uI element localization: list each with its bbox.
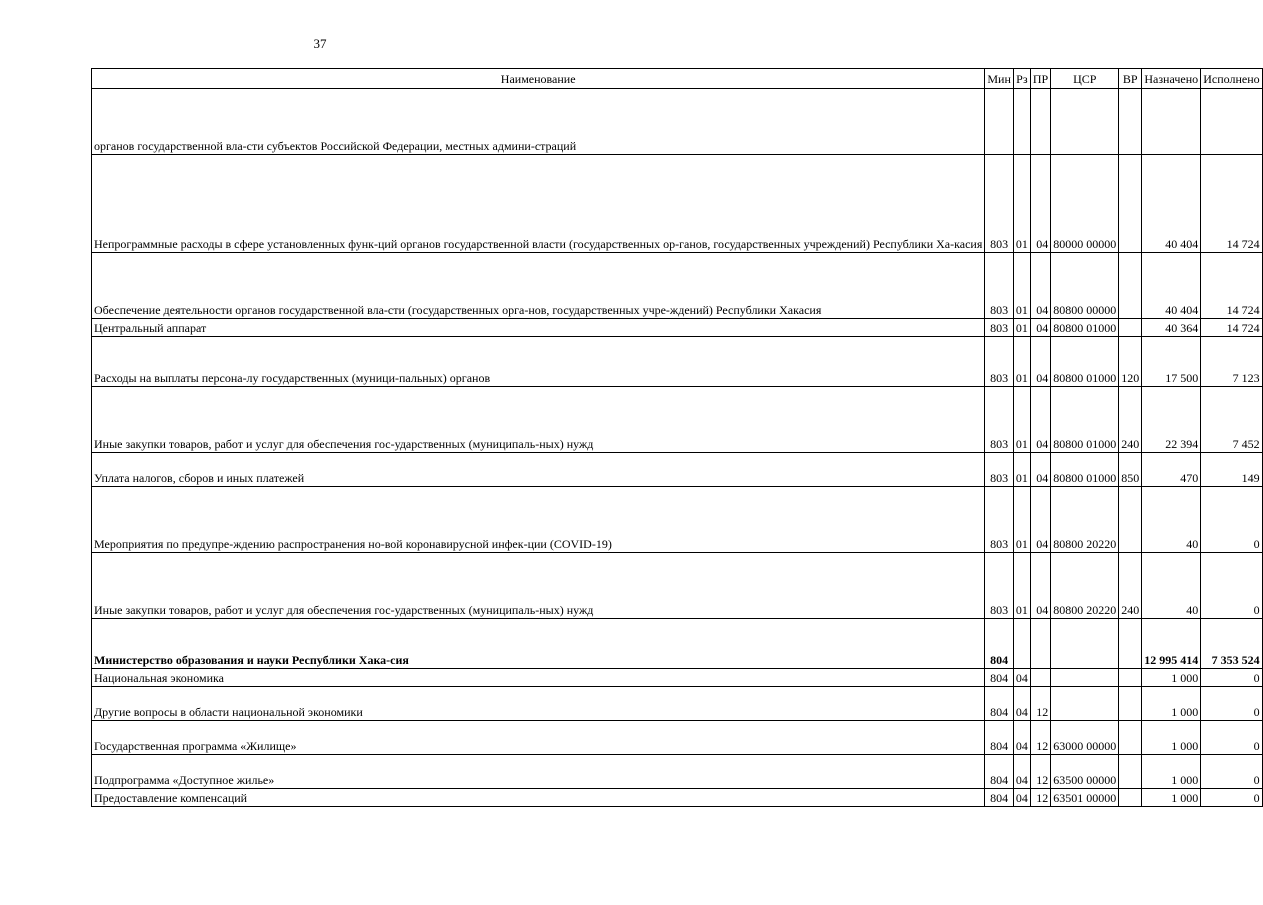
row-min: 803 [985,319,1014,337]
table-row [92,669,1263,687]
row-pr: 04 [1030,337,1050,387]
row-assigned: 40 [1142,553,1201,619]
row-assigned: 470 [1142,453,1201,487]
budget-table [91,68,1263,807]
row-vr [1119,253,1142,319]
row-name: Иные закупки товаров, работ и услуг для обеспечения гос-ударственных (муниципаль-ных) нужд [92,387,985,453]
row-executed: 7 123 [1201,337,1262,387]
row-name: Предоставление компенсаций [92,789,985,807]
table-row [92,553,1263,619]
row-vr [1119,319,1142,337]
row-csr: 80800 20220 [1051,553,1119,619]
row-vr [1119,155,1142,253]
row-min: 804 [985,669,1014,687]
row-vr: 240 [1119,387,1142,453]
table-row [92,687,1263,721]
header-executed: Исполнено [1201,69,1262,89]
row-vr [1119,687,1142,721]
table-row [92,337,1263,387]
row-vr: 120 [1119,337,1142,387]
table-row [92,755,1263,789]
header-pr: ПР [1030,69,1050,89]
row-vr [1119,669,1142,687]
row-csr [1051,89,1119,155]
row-min: 804 [985,619,1014,669]
table-row [92,387,1263,453]
row-rz: 01 [1013,553,1030,619]
row-assigned: 17 500 [1142,337,1201,387]
row-assigned: 1 000 [1142,669,1201,687]
row-executed: 14 724 [1201,253,1262,319]
row-name: Мероприятия по предупре-ждению распространения но-вой коронавирусной инфек-ции (COVID-19) [92,487,985,553]
row-pr: 12 [1030,755,1050,789]
row-pr: 04 [1030,453,1050,487]
table-row [92,721,1263,755]
row-pr: 04 [1030,387,1050,453]
row-name: Центральный аппарат [92,319,985,337]
row-pr: 12 [1030,789,1050,807]
row-name: органов государственной вла-сти субъектов Российской Федерации, местных админи-страций [92,89,985,155]
row-csr: 80800 20220 [1051,487,1119,553]
row-assigned: 40 [1142,487,1201,553]
row-name: Непрограммные расходы в сфере установленных функ-ций органов государственной власти (государственных ор-ганов, государственных учреждений) Республики Ха-касия [92,155,985,253]
row-pr [1030,89,1050,155]
row-rz: 01 [1013,453,1030,487]
row-executed: 0 [1201,487,1262,553]
row-rz: 01 [1013,155,1030,253]
row-csr [1051,669,1119,687]
row-min: 804 [985,755,1014,789]
row-assigned [1142,89,1201,155]
row-assigned: 1 000 [1142,755,1201,789]
row-name: Уплата налогов, сборов и иных платежей [92,453,985,487]
row-min: 803 [985,453,1014,487]
page-number: 37 [313,36,327,51]
table-row [92,487,1263,553]
row-rz: 04 [1013,687,1030,721]
row-executed: 7 353 524 [1201,619,1262,669]
row-name: Национальная экономика [92,669,985,687]
row-pr [1030,669,1050,687]
row-min: 803 [985,155,1014,253]
table-row [92,155,1263,253]
row-rz: 04 [1013,755,1030,789]
row-pr: 12 [1030,721,1050,755]
row-csr: 80800 01000 [1051,319,1119,337]
row-name: Обеспечение деятельности органов государственной вла-сти (государственных орга-нов, государственных учре-ждений) Республики Хакасия [92,253,985,319]
row-assigned: 12 995 414 [1142,619,1201,669]
row-executed [1201,89,1262,155]
row-assigned: 40 404 [1142,253,1201,319]
row-executed: 0 [1201,553,1262,619]
row-pr: 04 [1030,253,1050,319]
row-rz: 04 [1013,721,1030,755]
row-rz: 01 [1013,319,1030,337]
row-pr: 12 [1030,687,1050,721]
row-csr: 63500 00000 [1051,755,1119,789]
row-csr: 80800 01000 [1051,453,1119,487]
row-pr: 04 [1030,487,1050,553]
row-rz: 01 [1013,487,1030,553]
row-name: Министерство образования и науки Республики Хака-сия [92,619,985,669]
row-name: Расходы на выплаты персона-лу государственных (муници-пальных) органов [92,337,985,387]
row-executed: 149 [1201,453,1262,487]
row-assigned: 1 000 [1142,789,1201,807]
row-vr [1119,721,1142,755]
table-row [92,453,1263,487]
row-vr [1119,89,1142,155]
row-vr [1119,619,1142,669]
table-row [92,789,1263,807]
row-min: 804 [985,789,1014,807]
row-executed: 0 [1201,789,1262,807]
header-assigned: Назначено [1142,69,1201,89]
row-assigned: 40 364 [1142,319,1201,337]
header-name: Наименование [92,69,985,89]
row-assigned: 22 394 [1142,387,1201,453]
row-csr [1051,687,1119,721]
row-executed: 0 [1201,721,1262,755]
header-rz: Рз [1013,69,1030,89]
row-rz: 01 [1013,387,1030,453]
row-executed: 0 [1201,755,1262,789]
row-vr [1119,755,1142,789]
row-name: Другие вопросы в области национальной экономики [92,687,985,721]
row-csr: 80800 01000 [1051,387,1119,453]
row-name: Государственная программа «Жилище» [92,721,985,755]
row-pr [1030,619,1050,669]
row-assigned: 1 000 [1142,721,1201,755]
row-pr: 04 [1030,319,1050,337]
table-row [92,253,1263,319]
row-csr: 80000 00000 [1051,155,1119,253]
table-row [92,89,1263,155]
row-rz [1013,619,1030,669]
row-rz: 04 [1013,669,1030,687]
row-csr: 80800 00000 [1051,253,1119,319]
row-executed: 7 452 [1201,387,1262,453]
row-name: Иные закупки товаров, работ и услуг для обеспечения гос-ударственных (муниципаль-ных) нужд [92,553,985,619]
row-vr: 850 [1119,453,1142,487]
row-min: 803 [985,487,1014,553]
row-pr: 04 [1030,553,1050,619]
row-rz: 01 [1013,253,1030,319]
row-rz: 04 [1013,789,1030,807]
row-min: 803 [985,337,1014,387]
row-assigned: 1 000 [1142,687,1201,721]
table-header-row [92,69,1263,89]
row-csr: 63501 00000 [1051,789,1119,807]
row-name: Подпрограмма «Доступное жилье» [92,755,985,789]
table-row [92,319,1263,337]
row-pr: 04 [1030,155,1050,253]
header-csr: ЦСР [1051,69,1119,89]
table-row [92,619,1263,669]
row-min: 803 [985,553,1014,619]
row-vr [1119,789,1142,807]
row-csr [1051,619,1119,669]
row-executed: 14 724 [1201,319,1262,337]
row-min: 804 [985,687,1014,721]
header-min: Мин [985,69,1014,89]
row-min [985,89,1014,155]
row-csr: 63000 00000 [1051,721,1119,755]
row-executed: 14 724 [1201,155,1262,253]
row-min: 803 [985,253,1014,319]
row-executed: 0 [1201,669,1262,687]
header-vr: ВР [1119,69,1142,89]
row-executed: 0 [1201,687,1262,721]
row-min: 804 [985,721,1014,755]
row-rz [1013,89,1030,155]
row-vr [1119,487,1142,553]
row-rz: 01 [1013,337,1030,387]
row-csr: 80800 01000 [1051,337,1119,387]
row-min: 803 [985,387,1014,453]
row-vr: 240 [1119,553,1142,619]
row-assigned: 40 404 [1142,155,1201,253]
